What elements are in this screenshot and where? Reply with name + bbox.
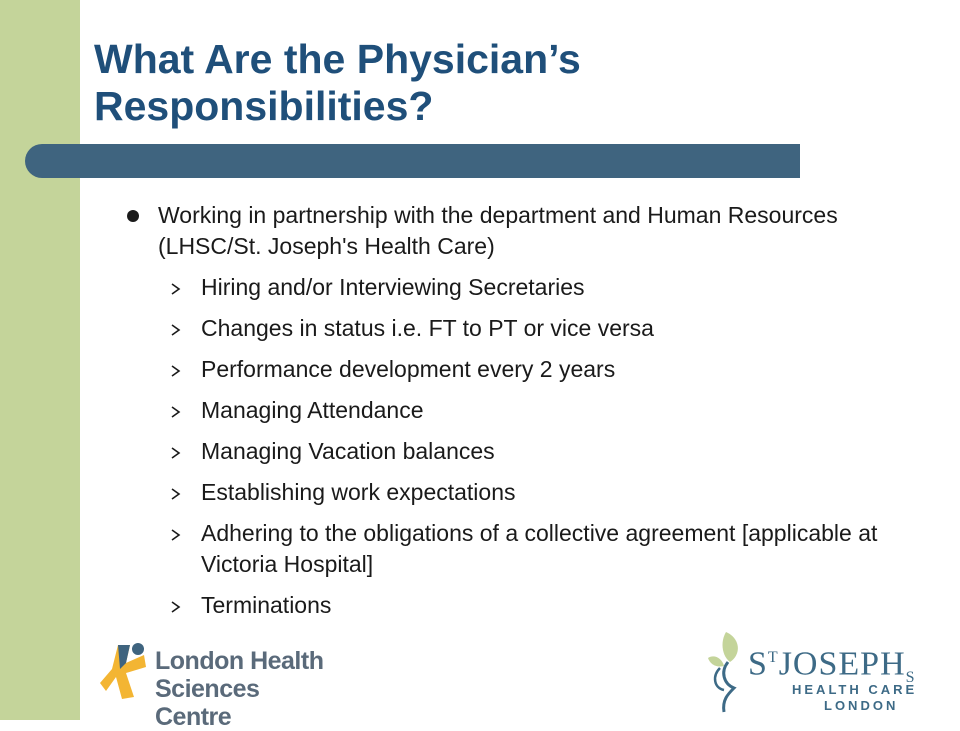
slide-title bbox=[94, 36, 894, 130]
sj-suffix-s: S bbox=[905, 669, 916, 687]
sub-bullet-text: Changes in status i.e. FT to PT or vice versa bbox=[201, 315, 654, 341]
bullet-dot-icon bbox=[127, 210, 139, 222]
sub-bullet-text: Performance development every 2 years bbox=[201, 356, 616, 382]
sj-london: LONDON bbox=[824, 698, 899, 713]
sub-bullet-text: Adhering to the obligations of a collective agreement [applicable at Victoria Hospital] bbox=[201, 520, 878, 577]
arrow-bullet-icon bbox=[170, 406, 182, 418]
title-line-1: What Are the Physician’s bbox=[94, 36, 581, 82]
arrow-bullet-icon bbox=[170, 324, 182, 336]
sub-bullet bbox=[120, 272, 900, 303]
st-josephs-logo bbox=[700, 628, 940, 718]
sub-bullet bbox=[120, 477, 900, 508]
sub-bullet bbox=[120, 395, 900, 426]
sub-bullet bbox=[120, 590, 900, 621]
arrow-bullet-icon bbox=[170, 529, 182, 541]
arrow-bullet-icon bbox=[170, 488, 182, 500]
sub-bullet bbox=[120, 354, 900, 385]
st-josephs-leaf-icon bbox=[700, 628, 750, 716]
sub-bullet-text: Terminations bbox=[201, 592, 332, 618]
slide-content bbox=[120, 200, 900, 631]
lhsc-wordmark bbox=[155, 647, 340, 731]
sub-bullet bbox=[120, 436, 900, 467]
sub-bullet-text: Hiring and/or Interviewing Secretaries bbox=[201, 274, 585, 300]
left-accent-bar bbox=[0, 0, 80, 720]
main-bullet-text: Working in partnership with the department and Human Resources (LHSC/St. Joseph's Health Care) bbox=[158, 202, 838, 259]
arrow-bullet-icon bbox=[170, 365, 182, 377]
sj-letter-s: S bbox=[748, 645, 768, 683]
arrow-bullet-icon bbox=[170, 447, 182, 459]
title-rule-bar bbox=[25, 144, 800, 178]
arrow-bullet-icon bbox=[170, 283, 182, 295]
lhsc-logo bbox=[100, 635, 340, 731]
sub-bullet bbox=[120, 518, 900, 580]
sub-bullet bbox=[120, 313, 900, 344]
sj-sup-t: T bbox=[767, 649, 779, 666]
sj-health-care: HEALTH CARE bbox=[792, 682, 918, 697]
lhsc-line-2: Sciences Centre bbox=[155, 675, 260, 731]
lhsc-figure-icon bbox=[100, 641, 150, 701]
title-line-2: Responsibilities? bbox=[94, 83, 434, 129]
sj-joseph: JOSEPH bbox=[778, 645, 906, 683]
sub-bullet-text: Establishing work expectations bbox=[201, 479, 516, 505]
main-bullet bbox=[120, 200, 900, 262]
sub-bullet-text: Managing Attendance bbox=[201, 397, 424, 423]
sub-bullet-text: Managing Vacation balances bbox=[201, 438, 495, 464]
arrow-bullet-icon bbox=[170, 601, 182, 613]
lhsc-line-1: London Health bbox=[155, 647, 324, 675]
